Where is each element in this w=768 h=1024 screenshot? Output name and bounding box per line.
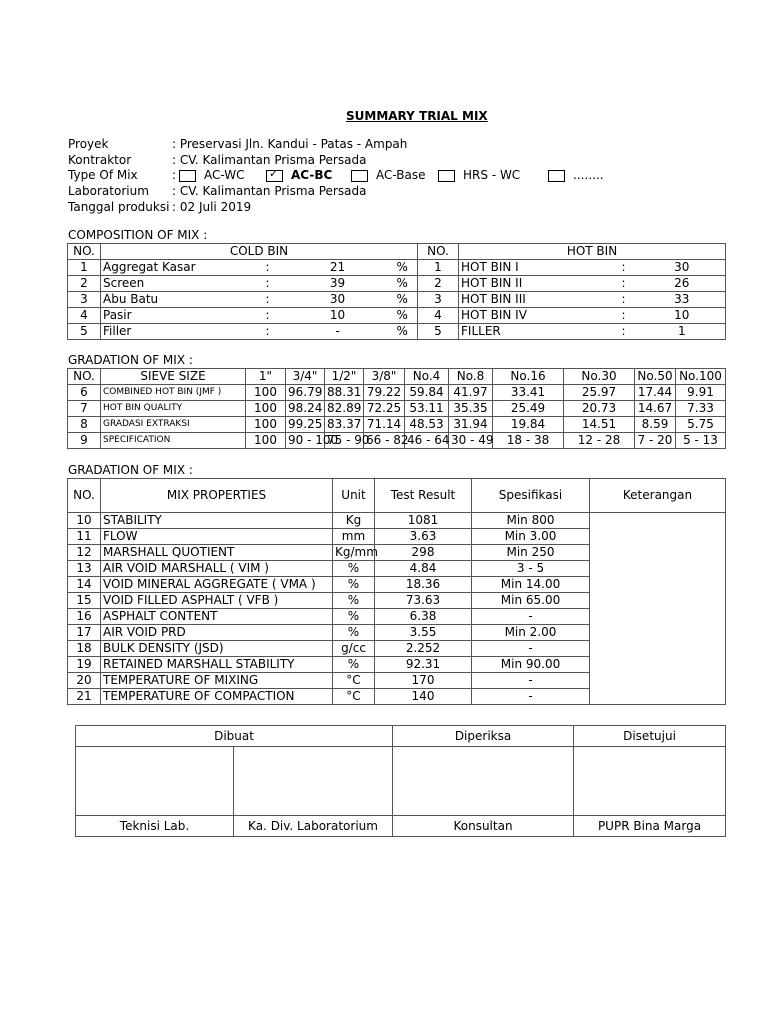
table-cell: 18 - 38 (493, 433, 564, 449)
table-cell: 35.35 (449, 401, 493, 417)
table-cell: 20.73 (564, 401, 635, 417)
table-cell: 79.22 (364, 385, 405, 401)
row-no: 7 (68, 401, 101, 417)
test-result: 140 (375, 689, 472, 705)
table-cell: 83.37 (325, 417, 364, 433)
cold-bin-name: Abu Batu (101, 292, 248, 308)
properties-heading: GRADATION OF MIX : (68, 463, 193, 477)
test-result: 170 (375, 673, 472, 689)
properties-header-row (68, 479, 726, 513)
table-cell: 98.24 (286, 401, 325, 417)
checkmark-icon: ✓ (266, 170, 283, 182)
property-name: AIR VOID PRD (101, 625, 333, 641)
property-name: STABILITY (101, 513, 333, 529)
cold-bin-value: 21 (288, 260, 388, 276)
table-cell: 72.25 (364, 401, 405, 417)
hot-bin-name: HOT BIN III (459, 292, 609, 308)
property-name: TEMPERATURE OF COMPACTION (101, 689, 333, 705)
table-cell: 66 - 82 (364, 433, 405, 449)
mix-option-ac-base (351, 168, 426, 182)
table-cell: 7 - 20 (635, 433, 676, 449)
unit: mm (333, 529, 375, 545)
separator: : (609, 276, 639, 292)
test-result: 298 (375, 545, 472, 561)
table-cell: 71.14 (364, 417, 405, 433)
spesifikasi: - (472, 609, 590, 625)
row-no: 21 (68, 689, 101, 705)
table-cell: 75 - 90 (325, 433, 364, 449)
hot-bin-name: HOT BIN IV (459, 308, 609, 324)
table-cell: 19.84 (493, 417, 564, 433)
properties-table (67, 478, 726, 705)
test-result: 3.55 (375, 625, 472, 641)
property-name: ASPHALT CONTENT (101, 609, 333, 625)
table-row (68, 276, 726, 292)
unit: % (333, 625, 375, 641)
property-name: FLOW (101, 529, 333, 545)
table-cell: 5 - 13 (676, 433, 726, 449)
row-no: 2 (418, 276, 459, 292)
col-header-sieve: No.30 (564, 369, 635, 385)
row-no: 15 (68, 593, 101, 609)
table-cell: 8.59 (635, 417, 676, 433)
signature-box (393, 747, 574, 816)
table-cell: 48.53 (405, 417, 449, 433)
hot-bin-name: HOT BIN I (459, 260, 609, 276)
table-cell: 90 - 100 (286, 433, 325, 449)
tanggal-value: : 02 Juli 2019 (172, 200, 252, 214)
row-no: 4 (418, 308, 459, 324)
property-name: VOID FILLED ASPHALT ( VFB ) (101, 593, 333, 609)
cold-bin-value: 30 (288, 292, 388, 308)
composition-header-row (68, 244, 726, 260)
hot-bin-value: 33 (639, 292, 726, 308)
spesifikasi: Min 250 (472, 545, 590, 561)
laboratorium-label: Laboratorium (68, 184, 149, 198)
proyek-value: : Preservasi Jln. Kandui - Patas - Ampah (172, 137, 408, 151)
spesifikasi: Min 3.00 (472, 529, 590, 545)
signature-box (574, 747, 726, 816)
table-row (68, 417, 726, 433)
row-no: 5 (68, 324, 101, 340)
table-cell: 53.11 (405, 401, 449, 417)
col-header-sieve: No.50 (635, 369, 676, 385)
proyek-label: Proyek (68, 137, 109, 151)
signer-pupr: PUPR Bina Marga (574, 816, 726, 837)
composition-heading: COMPOSITION OF MIX : (68, 228, 208, 242)
dibuat-label: Dibuat (76, 726, 393, 747)
separator: : (609, 308, 639, 324)
row-no: 10 (68, 513, 101, 529)
hot-bin-value: 1 (639, 324, 726, 340)
table-cell: 46 - 64 (405, 433, 449, 449)
checkbox-icon (438, 170, 455, 182)
col-header-keterangan: Keterangan (590, 479, 726, 513)
row-no: 9 (68, 433, 101, 449)
col-header-unit: Unit (333, 479, 375, 513)
signer-ka-div: Ka. Div. Laboratorium (234, 816, 393, 837)
test-result: 92.31 (375, 657, 472, 673)
unit: g/cc (333, 641, 375, 657)
keterangan-cell (590, 513, 726, 705)
separator: : (248, 308, 288, 324)
table-cell: 17.44 (635, 385, 676, 401)
unit: °C (333, 689, 375, 705)
table-row (68, 433, 726, 449)
table-cell: 88.31 (325, 385, 364, 401)
col-header-sieve: No.100 (676, 369, 726, 385)
diperiksa-label: Diperiksa (393, 726, 574, 747)
unit: % (333, 577, 375, 593)
unit: Kg (333, 513, 375, 529)
row-no: 1 (418, 260, 459, 276)
separator: : (248, 260, 288, 276)
row-label: COMBINED HOT BIN (JMF ) (101, 385, 246, 401)
col-header-sieve: 3/4" (286, 369, 325, 385)
unit: % (388, 276, 418, 292)
table-cell: 82.89 (325, 401, 364, 417)
table-cell: 14.51 (564, 417, 635, 433)
unit: % (333, 593, 375, 609)
mix-option-ac-bc (266, 168, 332, 182)
spesifikasi: Min 800 (472, 513, 590, 529)
col-header-sieve: 3/8" (364, 369, 405, 385)
spesifikasi: - (472, 641, 590, 657)
test-result: 3.63 (375, 529, 472, 545)
cold-bin-name: Pasir (101, 308, 248, 324)
table-row (68, 385, 726, 401)
unit: % (333, 609, 375, 625)
mix-option-label: AC-Base (376, 168, 426, 182)
signature-header-row (76, 726, 726, 747)
row-no: 3 (418, 292, 459, 308)
row-label: SPECIFICATION (101, 433, 246, 449)
row-no: 17 (68, 625, 101, 641)
type-of-mix-label: Type Of Mix (68, 168, 138, 182)
test-result: 18.36 (375, 577, 472, 593)
test-result: 2.252 (375, 641, 472, 657)
cold-bin-name: Screen (101, 276, 248, 292)
table-cell: 25.97 (564, 385, 635, 401)
row-no: 19 (68, 657, 101, 673)
hot-bin-name: HOT BIN II (459, 276, 609, 292)
checkbox-icon (548, 170, 565, 182)
unit: % (388, 292, 418, 308)
unit: % (388, 324, 418, 340)
property-name: TEMPERATURE OF MIXING (101, 673, 333, 689)
separator: : (609, 324, 639, 340)
composition-table (67, 243, 726, 340)
separator: : (609, 260, 639, 276)
col-header-spesifikasi: Spesifikasi (472, 479, 590, 513)
col-header-no2: NO. (418, 244, 459, 260)
property-name: MARSHALL QUOTIENT (101, 545, 333, 561)
mix-option-label: HRS - WC (463, 168, 521, 182)
mix-option-label: AC-BC (291, 168, 333, 182)
spesifikasi: - (472, 689, 590, 705)
test-result: 73.63 (375, 593, 472, 609)
col-header-sieve-size: SIEVE SIZE (101, 369, 246, 385)
mix-option-hrs-wc (438, 168, 520, 182)
col-header-no: NO. (68, 479, 101, 513)
spesifikasi: - (472, 673, 590, 689)
cold-bin-name: Filler (101, 324, 248, 340)
cold-bin-value: - (288, 324, 388, 340)
table-cell: 100 (246, 401, 286, 417)
table-cell: 100 (246, 385, 286, 401)
row-no: 12 (68, 545, 101, 561)
table-row (68, 324, 726, 340)
col-header-no: NO. (68, 369, 101, 385)
row-no: 16 (68, 609, 101, 625)
row-no: 5 (418, 324, 459, 340)
hot-bin-value: 10 (639, 308, 726, 324)
unit: % (388, 260, 418, 276)
table-row (68, 513, 726, 529)
row-label: HOT BIN QUALITY (101, 401, 246, 417)
signature-box (234, 747, 393, 816)
table-cell: 59.84 (405, 385, 449, 401)
table-row (68, 260, 726, 276)
col-header-hot-bin: HOT BIN (459, 244, 726, 260)
gradation-heading: GRADATION OF MIX : (68, 353, 193, 367)
property-name: RETAINED MARSHALL STABILITY (101, 657, 333, 673)
table-cell: 12 - 28 (564, 433, 635, 449)
table-cell: 41.97 (449, 385, 493, 401)
test-result: 6.38 (375, 609, 472, 625)
separator: : (248, 324, 288, 340)
unit: % (388, 308, 418, 324)
row-no: 18 (68, 641, 101, 657)
signer-teknisi: Teknisi Lab. (76, 816, 234, 837)
col-header-no: NO. (68, 244, 101, 260)
test-result: 4.84 (375, 561, 472, 577)
property-name: VOID MINERAL AGGREGATE ( VMA ) (101, 577, 333, 593)
row-no: 3 (68, 292, 101, 308)
checkbox-icon (179, 170, 196, 182)
cold-bin-name: Aggregat Kasar (101, 260, 248, 276)
table-cell: 96.79 (286, 385, 325, 401)
row-no: 2 (68, 276, 101, 292)
kontraktor-value: : CV. Kalimantan Prisma Persada (172, 153, 367, 167)
mix-option-ac-wc (179, 168, 244, 182)
row-no: 1 (68, 260, 101, 276)
laboratorium-value: : CV. Kalimantan Prisma Persada (172, 184, 367, 198)
table-row (68, 308, 726, 324)
table-row (68, 401, 726, 417)
col-header-sieve: No.4 (405, 369, 449, 385)
table-cell: 100 (246, 417, 286, 433)
property-name: AIR VOID MARSHALL ( VIM ) (101, 561, 333, 577)
property-name: BULK DENSITY (JSD) (101, 641, 333, 657)
spesifikasi: Min 2.00 (472, 625, 590, 641)
cold-bin-value: 39 (288, 276, 388, 292)
separator: : (248, 276, 288, 292)
col-header-cold-bin: COLD BIN (101, 244, 418, 260)
table-cell: 30 - 49 (449, 433, 493, 449)
unit: Kg/mm (333, 545, 375, 561)
row-no: 8 (68, 417, 101, 433)
table-cell: 25.49 (493, 401, 564, 417)
signature-space-row (76, 747, 726, 816)
table-cell: 14.67 (635, 401, 676, 417)
type-of-mix-colon: : (172, 168, 177, 182)
page-title: SUMMARY TRIAL MIX (346, 109, 488, 123)
mix-option-label: ........ (573, 168, 604, 182)
cold-bin-value: 10 (288, 308, 388, 324)
table-cell: 31.94 (449, 417, 493, 433)
tanggal-label: Tanggal produksi (68, 200, 170, 214)
separator: : (609, 292, 639, 308)
row-no: 4 (68, 308, 101, 324)
table-cell: 5.75 (676, 417, 726, 433)
table-cell: 100 (246, 433, 286, 449)
spesifikasi: Min 65.00 (472, 593, 590, 609)
table-cell: 9.91 (676, 385, 726, 401)
gradation-table (67, 368, 726, 449)
table-cell: 33.41 (493, 385, 564, 401)
unit: % (333, 561, 375, 577)
row-label: GRADASI EXTRAKSI (101, 417, 246, 433)
checkbox-icon (351, 170, 368, 182)
row-no: 6 (68, 385, 101, 401)
signature-table (75, 725, 726, 837)
mix-option-other (548, 168, 604, 182)
mix-option-label: AC-WC (204, 168, 245, 182)
unit: °C (333, 673, 375, 689)
spesifikasi: Min 90.00 (472, 657, 590, 673)
signature-name-row (76, 816, 726, 837)
col-header-sieve: 1/2" (325, 369, 364, 385)
col-header-sieve: No.16 (493, 369, 564, 385)
hot-bin-value: 30 (639, 260, 726, 276)
col-header-sieve: 1" (246, 369, 286, 385)
col-header-sieve: No.8 (449, 369, 493, 385)
test-result: 1081 (375, 513, 472, 529)
gradation-header-row (68, 369, 726, 385)
row-no: 11 (68, 529, 101, 545)
table-row (68, 292, 726, 308)
hot-bin-name: FILLER (459, 324, 609, 340)
col-header-mix-properties: MIX PROPERTIES (101, 479, 333, 513)
table-cell: 7.33 (676, 401, 726, 417)
unit: % (333, 657, 375, 673)
row-no: 20 (68, 673, 101, 689)
signer-konsultan: Konsultan (393, 816, 574, 837)
spesifikasi: Min 14.00 (472, 577, 590, 593)
spesifikasi: 3 - 5 (472, 561, 590, 577)
row-no: 14 (68, 577, 101, 593)
hot-bin-value: 26 (639, 276, 726, 292)
separator: : (248, 292, 288, 308)
signature-box (76, 747, 234, 816)
table-cell: 99.25 (286, 417, 325, 433)
col-header-test-result: Test Result (375, 479, 472, 513)
kontraktor-label: Kontraktor (68, 153, 132, 167)
row-no: 13 (68, 561, 101, 577)
disetujui-label: Disetujui (574, 726, 726, 747)
